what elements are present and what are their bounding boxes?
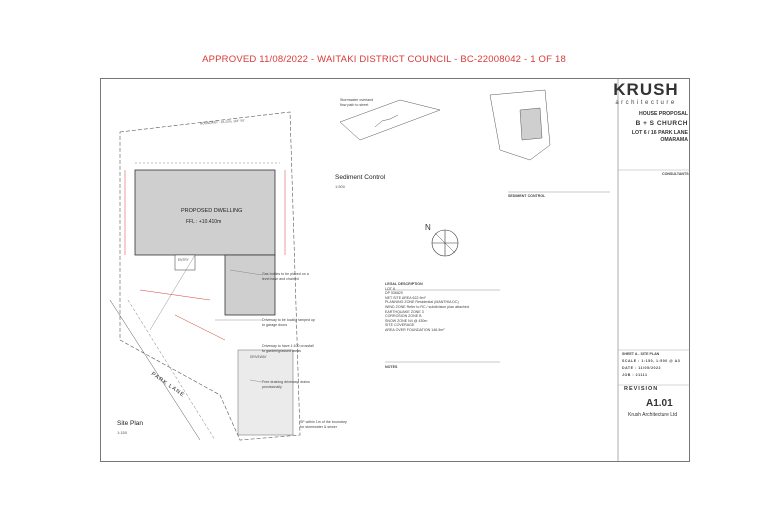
north-arrow-icon <box>432 230 458 256</box>
consultants-label: CONSULTANTS <box>662 172 689 176</box>
annotation-sf-boundary: SF within 1m of the boundary for stormwater & sewer <box>300 420 347 429</box>
town-name: OMARAMA <box>660 137 688 143</box>
logo-sub: architecture <box>615 100 677 106</box>
sediment-control-scale: 1:500 <box>335 184 346 189</box>
scale-label: SCALE : 1:150, 1:500 @ A3 <box>622 359 681 363</box>
sediment-heading: SEDIMENT CONTROL <box>508 194 546 198</box>
sediment-control-title: Sediment Control <box>335 174 386 181</box>
ffl-label: FFL : +10.410m <box>186 219 222 225</box>
annotation-free-draining: Free draining driveway, drains provisionally <box>262 380 310 389</box>
sheet-title: SHEET A - SITE PLAN <box>622 352 660 356</box>
notes-heading: NOTES <box>385 365 398 369</box>
lot-address: LOT 6 / 16 PARK LANE <box>631 130 688 136</box>
legal-row: EARTHQUAKE ZONE 3 <box>385 309 424 314</box>
site-plan-scale: 1:150 <box>117 430 128 435</box>
dwelling-label: PROPOSED DWELLING <box>181 208 243 214</box>
svg-text:N: N <box>425 223 431 232</box>
krush-logo <box>600 80 692 106</box>
annotation-crossfall: Driveway to have 1:100 crossfall to garden/grassed areas <box>262 344 314 353</box>
legal-row: SNOW ZONE N4 @ 430m <box>385 318 428 323</box>
legal-row: AREA OVER FOUNDATION 146.9m² <box>385 327 445 332</box>
site-plan-title: Site Plan <box>117 420 144 427</box>
legal-row: LOT 6 <box>385 286 395 291</box>
garage-footprint <box>225 255 275 315</box>
revision-label: REVISION <box>624 386 659 392</box>
driveway-label: DRIVEWAY <box>250 355 267 359</box>
entry-label: ENTRY <box>178 258 189 262</box>
annotation-driveway-ramp: Driveway to be locally ramped up to garage doors <box>262 318 315 327</box>
legal-row: WIND ZONE Refer to RC / subdivision plan attached <box>385 304 469 309</box>
client-name: B + S CHURCH <box>635 120 688 127</box>
legal-row: PLANNING ZONE Residential (MANTHIA DC) <box>385 300 459 305</box>
legal-row: NET SITE AREA 622.9m² <box>385 295 426 300</box>
date-label: DATE : 11/05/2022 <box>622 366 661 370</box>
legal-heading: LEGAL DESCRIPTION <box>385 282 423 286</box>
legal-description <box>385 282 500 333</box>
legal-row: DP 536820 <box>385 291 403 296</box>
legal-row: CORROSION ZONE B <box>385 314 422 319</box>
boundary-top-label: BOUNDARY - 18.33m, 118° 59' <box>199 118 245 126</box>
annotation-stormwater: Stormwater overland flow path to street <box>340 98 374 107</box>
park-lane-label: PARK LANE <box>149 371 186 399</box>
annotation-gas: Gas bottles to be placed on a level base and chained <box>262 272 309 281</box>
company-name: Krush Architecture Ltd <box>628 412 678 418</box>
key-plan-inset <box>490 90 550 160</box>
job-label: JOB : 21111 <box>622 373 648 377</box>
legal-row: SITE COVERAGE <box>385 323 415 328</box>
sheet-number: A1.01 <box>646 398 673 409</box>
house-proposal-label: HOUSE PROPOSAL <box>638 111 688 117</box>
approval-stamp: APPROVED 11/08/2022 - WAITAKI DISTRICT COUNCIL - BC-22008042 - 1 OF 18 <box>202 54 566 65</box>
driveway-area <box>238 350 293 435</box>
logo-brand: KRUSH <box>613 80 679 99</box>
